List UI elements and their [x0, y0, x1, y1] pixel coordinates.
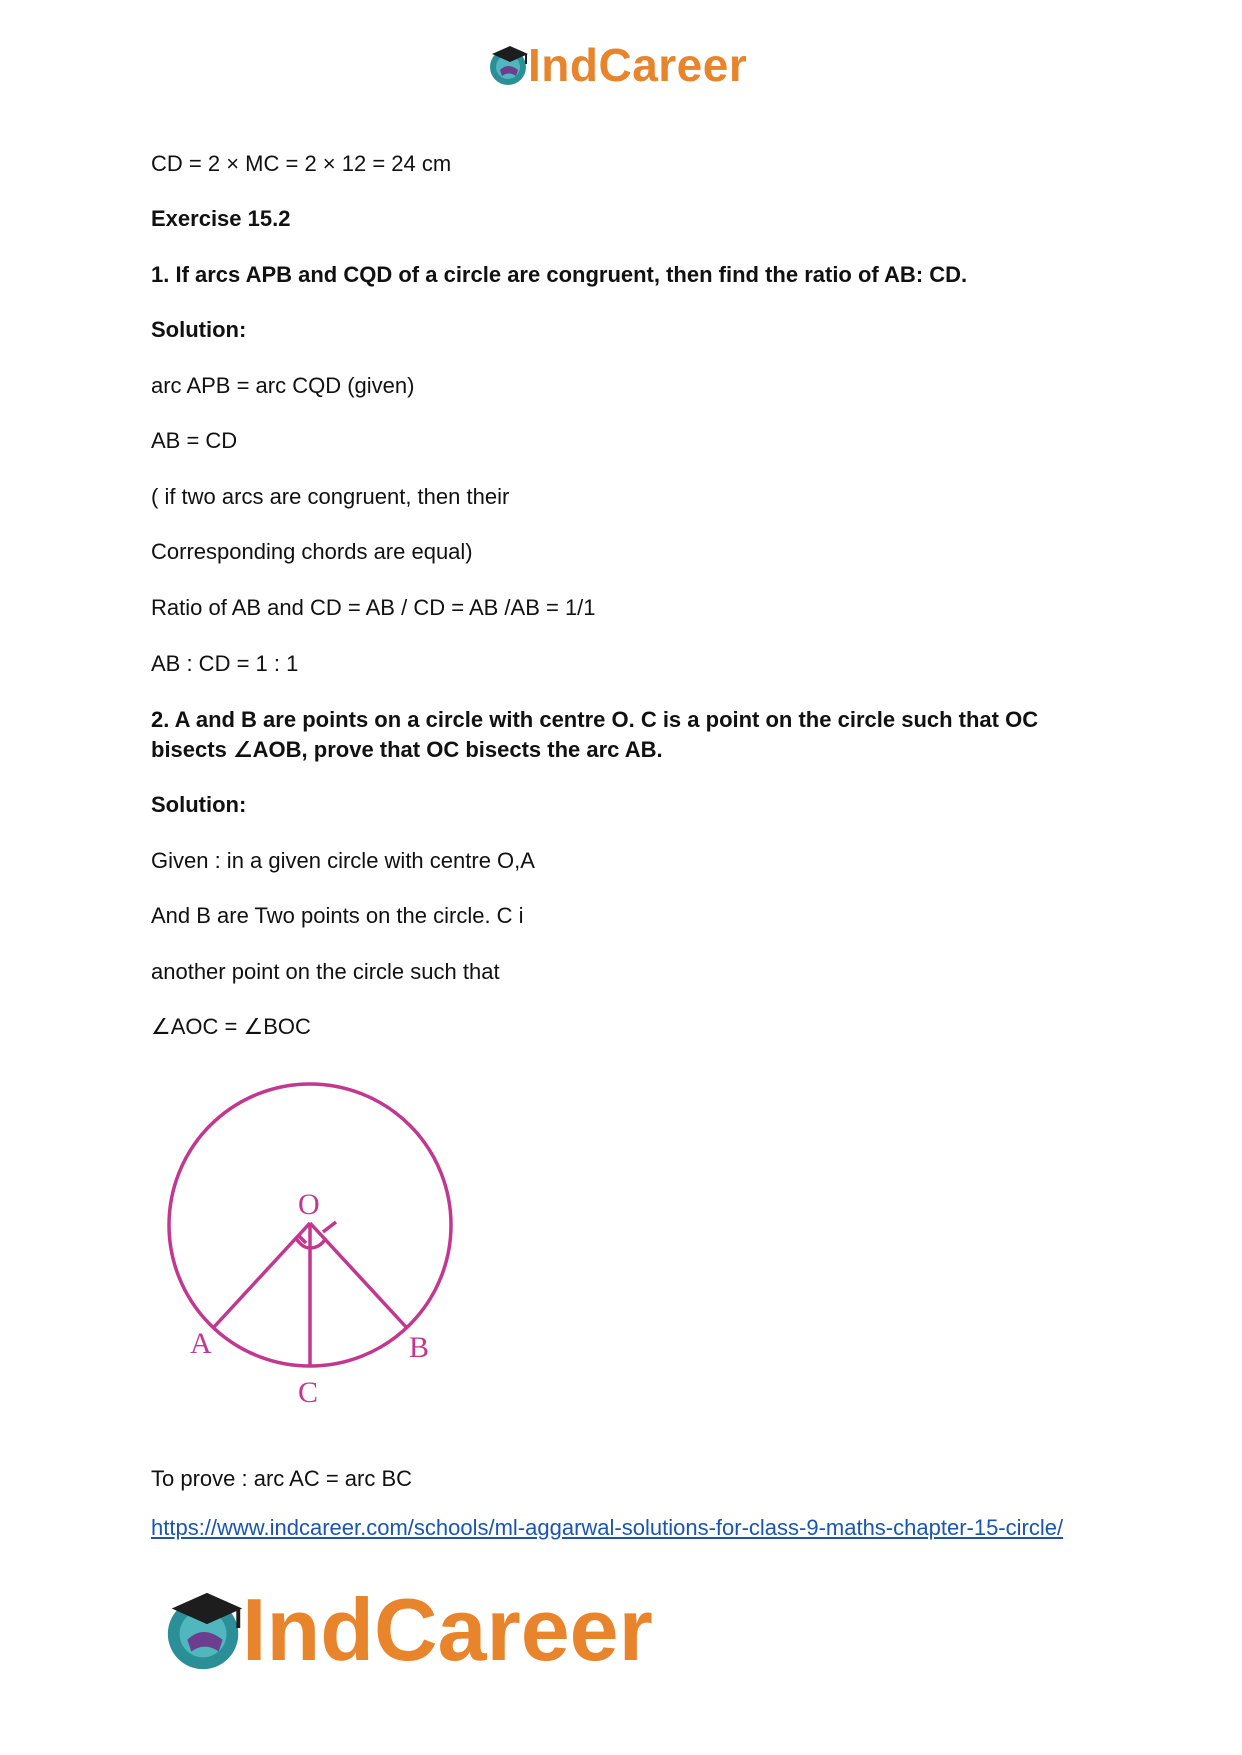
brand-name: IndCareer: [528, 39, 748, 91]
text-line-cd: CD = 2 × MC = 2 × 12 = 24 cm: [151, 151, 452, 176]
label-o: O: [298, 1188, 320, 1221]
solution-2-line-a: Given : in a given circle with centre O,A: [151, 848, 535, 873]
solution-2-line-b: And B are Two points on the circle. C i: [151, 903, 524, 928]
question-1: 1. If arcs APB and CQD of a circle are congruent, then find the ratio of AB: CD.: [151, 262, 968, 287]
to-prove-line: To prove : arc AC = arc BC: [151, 1466, 413, 1491]
solution-1-line-f: AB : CD = 1 : 1: [151, 651, 299, 676]
header-logo: [486, 40, 747, 90]
solution-1-line-a: arc APB = arc CQD (given): [151, 373, 415, 398]
solution-1-line-d: Corresponding chords are equal): [151, 539, 473, 564]
solution-2-line-d: ∠AOC = ∠BOC: [151, 1014, 311, 1039]
solution-2-line-c: another point on the circle such that: [151, 959, 500, 984]
exercise-heading: Exercise 15.2: [151, 206, 291, 231]
label-c: C: [298, 1376, 319, 1409]
solution-1-line-c: ( if two arcs are congruent, then their: [151, 484, 510, 509]
solution-1-line-b: AB = CD: [151, 428, 238, 453]
angle-mark-right: [310, 1238, 326, 1248]
source-link[interactable]: https://www.indcareer.com/schools/ml-aggarwal-solutions-for-class-9-maths-chapter-15-circle/: [151, 1515, 1064, 1540]
graduation-cap-icon: [486, 42, 532, 88]
question-2: 2. A and B are points on a circle with centre O. C is a point on the circle such that OC bisects ∠AOB, prove that OC bisects the arc AB.: [151, 707, 1039, 762]
graduation-cap-icon: [160, 1585, 250, 1675]
solution-1-line-e: Ratio of AB and CD = AB / CD = AB /AB = 1/1: [151, 595, 596, 620]
label-a: A: [190, 1327, 212, 1360]
footer-brand-name: IndCareer: [242, 1580, 653, 1679]
solution-label-1: Solution:: [151, 317, 247, 342]
footer-logo: [160, 1580, 653, 1680]
solution-label-2: Solution:: [151, 792, 247, 817]
label-b: B: [409, 1331, 430, 1364]
circle-diagram: [160, 1080, 470, 1410]
tick-mark-right: [323, 1222, 336, 1232]
